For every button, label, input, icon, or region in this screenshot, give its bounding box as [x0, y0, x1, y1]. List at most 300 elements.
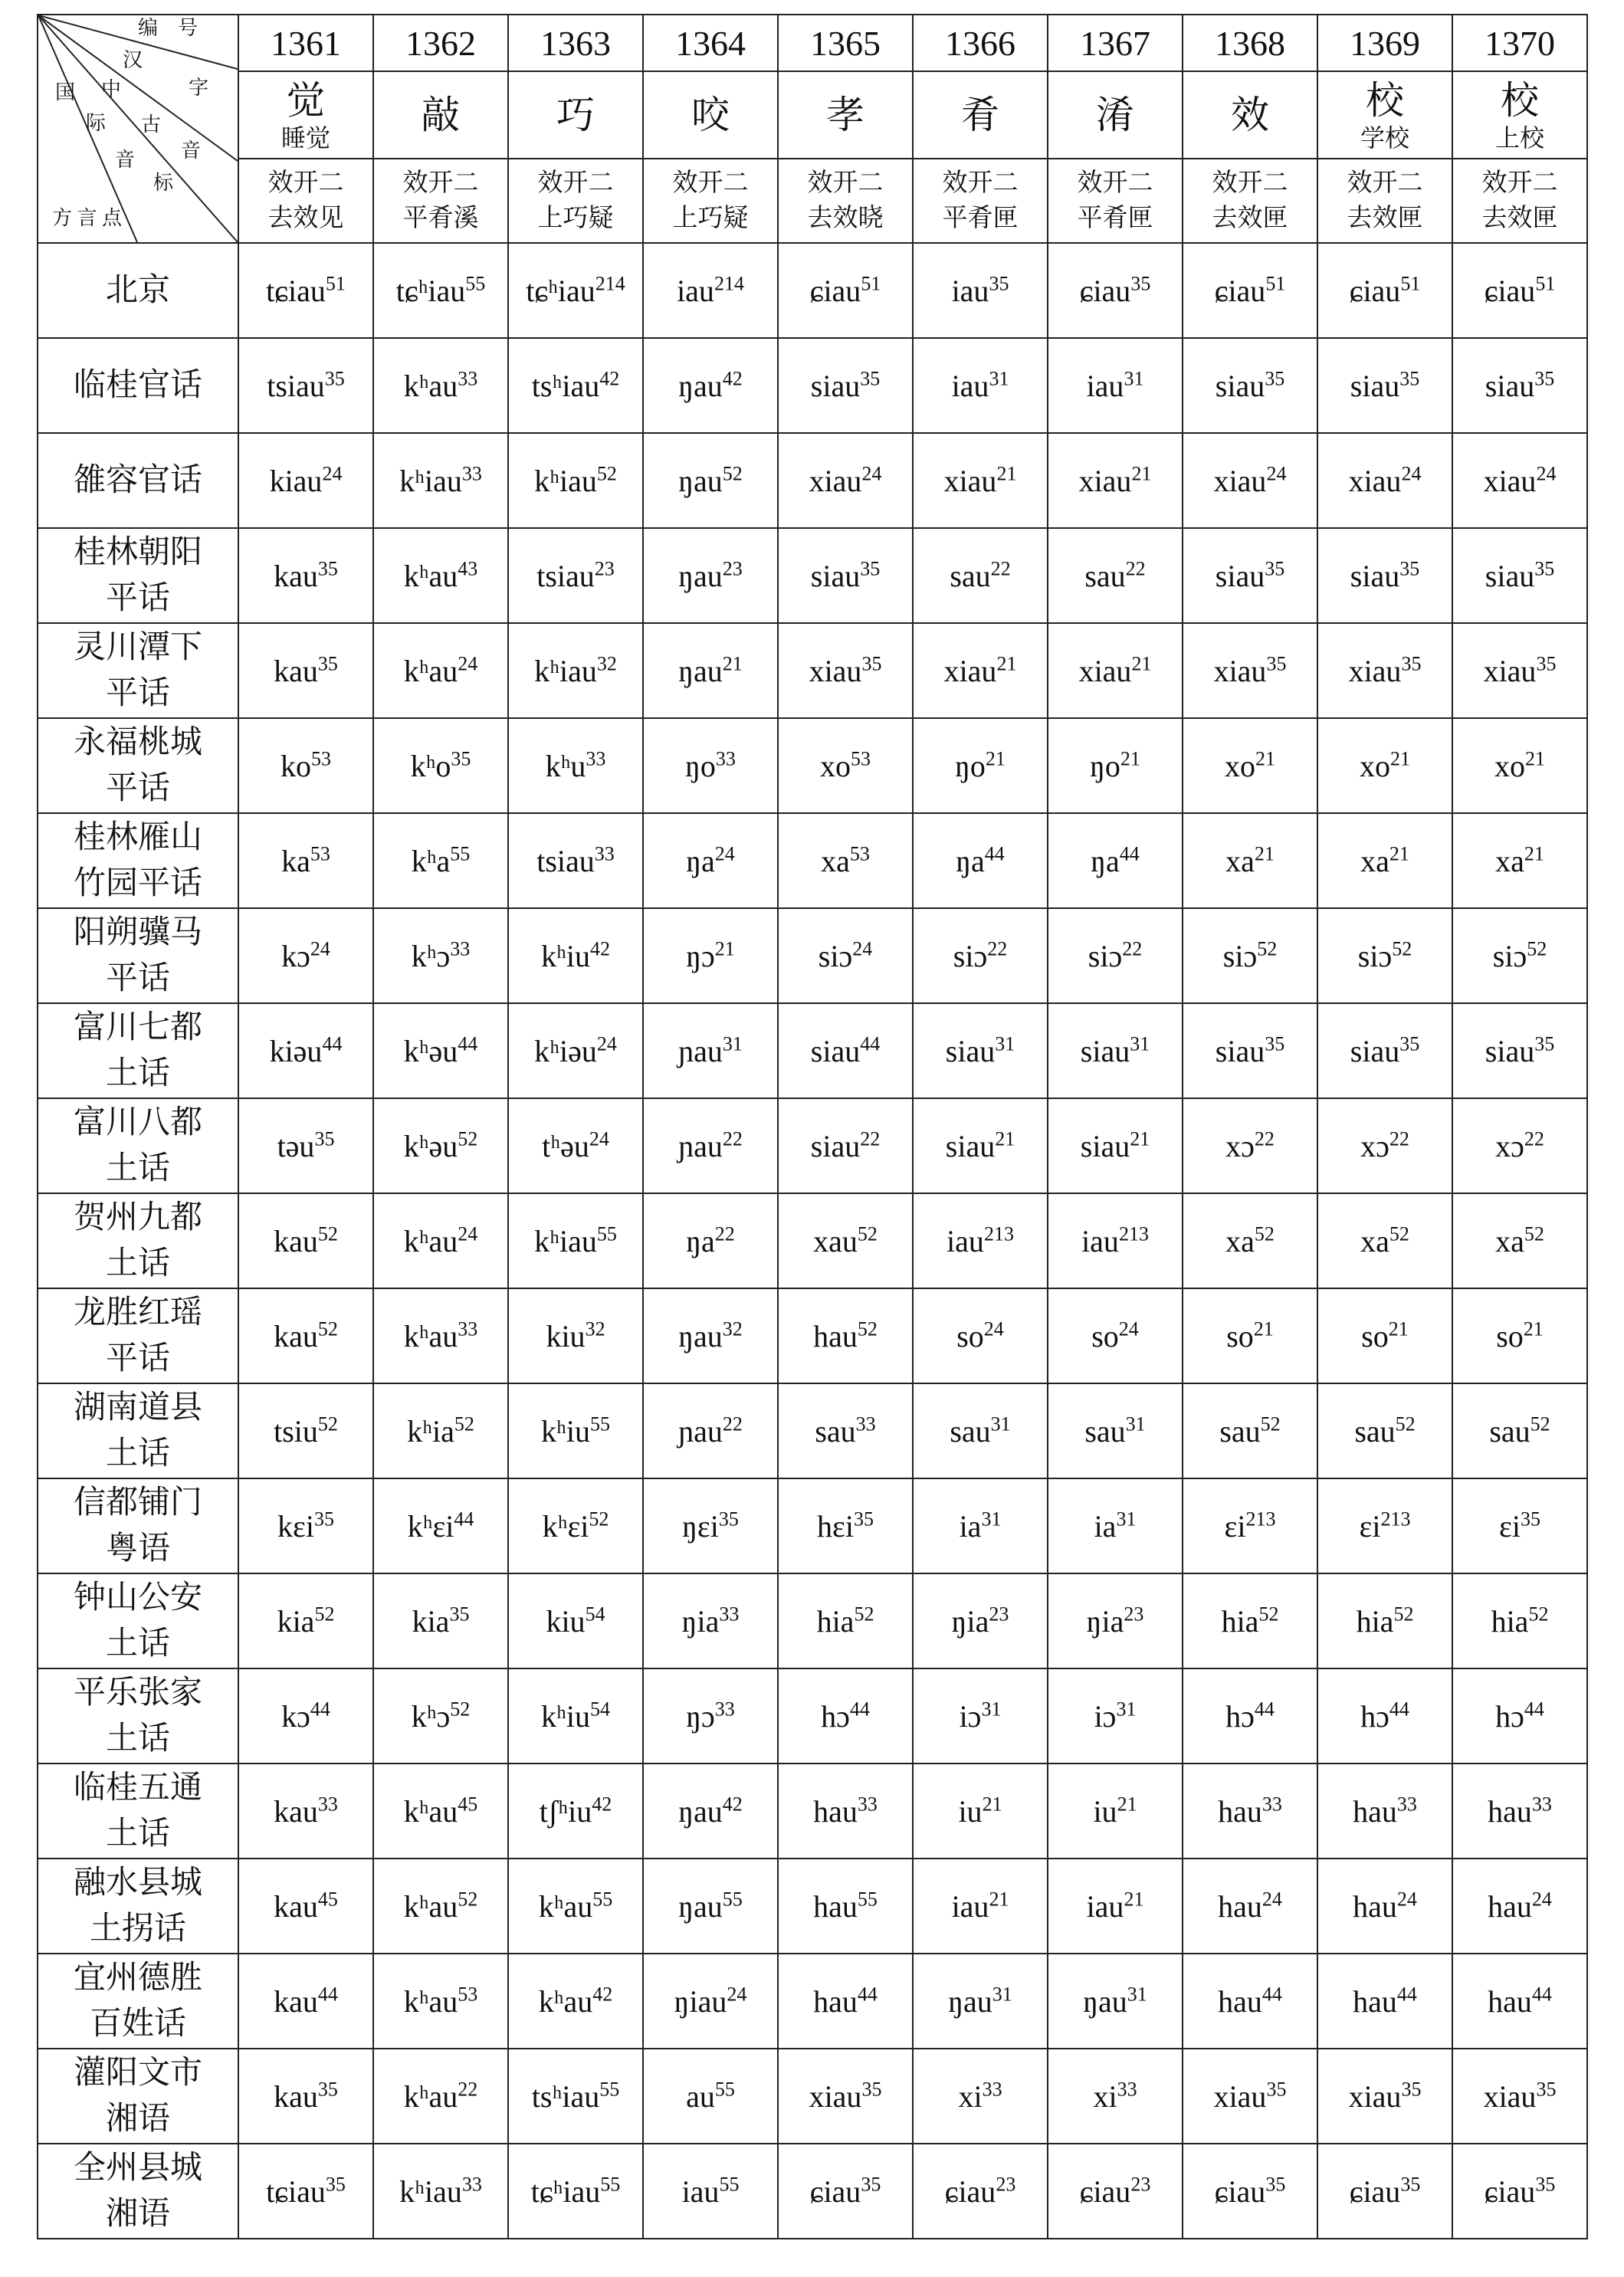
tone-number: 52 — [857, 1222, 878, 1245]
dialect-place-line: 雒容官话 — [73, 463, 202, 498]
tone-number: 45 — [317, 1888, 338, 1911]
dialect-place-line: 融水县城 — [73, 1865, 202, 1901]
pronunciation-cell — [508, 243, 643, 338]
pronunciation-cell — [238, 1193, 373, 1288]
middle-chinese-cell — [238, 159, 373, 243]
tone-number: 22 — [458, 2078, 478, 2101]
pronunciation-cell — [508, 1193, 643, 1288]
pronunciation-ipa: siau — [1350, 1033, 1400, 1068]
middle-chinese-tone-initial: 去效匣 — [1481, 205, 1558, 232]
pronunciation-ipa: hau — [1488, 1888, 1532, 1924]
dialect-place-line: 竹园平话 — [73, 866, 202, 901]
dialect-place-line: 临桂官话 — [73, 368, 202, 403]
tone-number: 24 — [727, 1983, 747, 2006]
tone-number: 35 — [861, 652, 882, 675]
pronunciation-cell — [373, 718, 508, 813]
pronunciation-ipa: kʰau — [403, 1888, 458, 1924]
tone-number: 22 — [1125, 557, 1146, 580]
tone-number: 35 — [317, 2078, 338, 2101]
dialect-row — [38, 623, 1587, 718]
pronunciation-ipa: xiau — [809, 463, 862, 498]
pronunciation-ipa: xi — [958, 2079, 983, 2114]
middle-chinese-tone-initial: 去效匣 — [1212, 205, 1288, 232]
pronunciation-cell — [238, 623, 373, 718]
pronunciation-cell — [778, 1954, 913, 2049]
tone-number: 24 — [458, 1222, 478, 1245]
dialect-place-line: 平话 — [105, 1341, 170, 1376]
pronunciation-cell — [1183, 1003, 1317, 1098]
pronunciation-ipa: iau — [951, 368, 989, 403]
pronunciation-ipa: kau — [274, 1318, 318, 1353]
pronunciation-ipa: siau — [1080, 1033, 1130, 1068]
dialect-place — [38, 2049, 238, 2144]
tone-number: 35 — [317, 652, 338, 675]
pronunciation-cell — [913, 1859, 1048, 1954]
tone-number: 33 — [714, 1698, 735, 1721]
pronunciation-cell — [238, 528, 373, 623]
tone-number: 31 — [990, 1412, 1011, 1435]
pronunciation-ipa: xiau — [943, 463, 997, 498]
tone-number: 44 — [1389, 1698, 1409, 1721]
tone-number: 43 — [458, 557, 478, 580]
pronunciation-ipa: kʰɔ — [411, 938, 451, 973]
tone-number: 214 — [714, 272, 744, 295]
dialect-table — [37, 14, 1588, 2239]
middle-chinese-tone-initial: 平肴匣 — [1077, 205, 1153, 232]
middle-chinese-cell — [643, 159, 778, 243]
pronunciation-ipa: siau — [810, 368, 861, 403]
pronunciation-ipa: xiau — [1213, 463, 1267, 498]
middle-chinese-cell — [1317, 159, 1452, 243]
pronunciation-ipa: xiau — [809, 2079, 862, 2114]
pronunciation-ipa: hau — [813, 1983, 858, 2019]
middle-chinese-tone-initial: 去效见 — [267, 205, 344, 232]
pronunciation-ipa: siau — [945, 1033, 996, 1068]
tone-number: 55 — [714, 2078, 735, 2101]
column-character-cell — [1183, 71, 1317, 159]
pronunciation-cell — [1317, 1288, 1452, 1383]
dialect-row — [38, 1859, 1587, 1954]
pronunciation-ipa: so — [1496, 1318, 1524, 1353]
pronunciation-ipa: kau — [274, 1888, 318, 1924]
corner-label-zi: 字 — [189, 77, 209, 99]
middle-chinese-rhyme: 效开二 — [1212, 169, 1288, 197]
pronunciation-cell — [238, 1764, 373, 1859]
pronunciation-cell — [1452, 1383, 1587, 1478]
tone-number: 52 — [1258, 1603, 1279, 1626]
corner-label-biao: 标 — [153, 172, 174, 194]
pronunciation-ipa: ɛi — [1224, 1508, 1246, 1544]
tone-number: 52 — [857, 1317, 878, 1340]
corner-label-yin1: 音 — [115, 149, 136, 171]
pronunciation-cell — [778, 623, 913, 718]
tone-number: 33 — [855, 1412, 876, 1435]
pronunciation-ipa: xa — [1495, 843, 1524, 878]
column-gloss: 上校 — [1494, 124, 1544, 152]
pronunciation-ipa: təu — [277, 1128, 315, 1163]
pronunciation-ipa: xɔ — [1225, 1128, 1255, 1163]
tone-number: 31 — [989, 367, 1009, 390]
pronunciation-cell — [1452, 1668, 1587, 1764]
pronunciation-ipa: iau — [951, 273, 989, 308]
dialect-place-line: 湖南道县 — [73, 1390, 202, 1426]
middle-chinese-rhyme: 效开二 — [537, 169, 614, 197]
pronunciation-ipa: iau — [1086, 368, 1124, 403]
pronunciation-cell — [643, 243, 778, 338]
tone-number: 22 — [1254, 1127, 1275, 1150]
tone-number: 35 — [860, 557, 881, 580]
tone-number: 45 — [458, 1793, 478, 1816]
pronunciation-cell — [778, 1859, 913, 1954]
tone-number: 42 — [722, 1793, 743, 1816]
dialect-place-line: 永福桃城 — [73, 725, 202, 760]
tone-number: 53 — [310, 842, 330, 865]
pronunciation-ipa: sau — [1084, 1413, 1126, 1449]
corner-label-han: 汉 — [123, 49, 143, 71]
pronunciation-ipa: hia — [1221, 1603, 1259, 1639]
tone-number: 55 — [599, 2078, 620, 2101]
pronunciation-cell — [373, 2144, 508, 2239]
dialect-row — [38, 1383, 1587, 1478]
tone-number: 33 — [1396, 1793, 1417, 1816]
tone-number: 35 — [1400, 2173, 1421, 2196]
tone-number: 44 — [1396, 1983, 1417, 2006]
tone-number: 35 — [1399, 367, 1420, 390]
pronunciation-ipa: tɕiau — [266, 2174, 326, 2209]
pronunciation-ipa: xa — [821, 843, 850, 878]
pronunciation-cell — [778, 338, 913, 433]
pronunciation-ipa: tɕiau — [266, 273, 326, 308]
dialect-row — [38, 2049, 1587, 2144]
tone-number: 35 — [317, 557, 338, 580]
tone-number: 52 — [1395, 1412, 1416, 1435]
pronunciation-ipa: xiau — [1348, 653, 1402, 688]
pronunciation-cell — [1317, 623, 1452, 718]
pronunciation-cell — [373, 1954, 508, 2049]
pronunciation-ipa: siau — [1215, 1033, 1265, 1068]
pronunciation-cell — [913, 623, 1048, 718]
middle-chinese-tone-initial: 去效晓 — [807, 205, 884, 232]
pronunciation-cell — [1317, 2144, 1452, 2239]
tone-number: 24 — [983, 1317, 1004, 1340]
tone-number: 21 — [1524, 842, 1544, 865]
pronunciation-ipa: ɕiau — [1484, 2174, 1536, 2209]
tone-number: 55 — [592, 1888, 613, 1911]
pronunciation-ipa: xiau — [943, 653, 997, 688]
pronunciation-cell — [1452, 1573, 1587, 1668]
dialect-place-line: 湘语 — [105, 2197, 170, 2232]
pronunciation-cell — [1183, 2144, 1317, 2239]
pronunciation-ipa: xa — [1360, 1223, 1389, 1258]
dialect-row — [38, 528, 1587, 623]
pronunciation-cell — [1048, 623, 1183, 718]
pronunciation-ipa: siau — [1215, 368, 1265, 403]
pronunciation-ipa: ŋau — [678, 368, 723, 403]
tone-number: 44 — [860, 1032, 881, 1055]
dialect-place — [38, 1478, 238, 1573]
column-gloss: 睡觉 — [281, 124, 330, 152]
tone-number: 33 — [450, 937, 471, 960]
pronunciation-ipa: hɔ — [821, 1698, 850, 1734]
pronunciation-ipa: ɕiau — [809, 2174, 861, 2209]
pronunciation-cell — [1048, 1573, 1183, 1668]
pronunciation-ipa: xiau — [1348, 2079, 1402, 2114]
pronunciation-cell — [373, 1383, 508, 1478]
pronunciation-cell — [1048, 1764, 1183, 1859]
tone-number: 22 — [860, 1127, 881, 1150]
pronunciation-cell — [1452, 1288, 1587, 1383]
pronunciation-ipa: kau — [274, 1223, 318, 1258]
pronunciation-cell — [238, 2144, 373, 2239]
tone-number: 52 — [589, 1508, 609, 1531]
pronunciation-ipa: kʰiau — [534, 463, 597, 498]
pronunciation-cell — [1452, 2049, 1587, 2144]
pronunciation-cell — [238, 1383, 373, 1478]
pronunciation-ipa: kʰiau — [534, 1223, 597, 1258]
column-number: 1362 — [373, 15, 508, 71]
pronunciation-ipa: kiu — [546, 1603, 586, 1639]
pronunciation-cell — [913, 1478, 1048, 1573]
pronunciation-ipa: kʰəu — [403, 1128, 458, 1163]
dialect-place-line: 富川八都 — [73, 1105, 202, 1140]
pronunciation-cell — [1048, 243, 1183, 338]
tone-number: 35 — [989, 272, 1009, 295]
pronunciation-ipa: ɲau — [678, 1128, 723, 1163]
dialect-place-line: 土话 — [105, 1721, 170, 1757]
character-row — [38, 71, 1587, 159]
pronunciation-ipa: xa — [1225, 843, 1255, 878]
tone-number: 52 — [317, 1412, 338, 1435]
pronunciation-cell — [1183, 1573, 1317, 1668]
pronunciation-cell — [238, 813, 373, 908]
tone-number: 24 — [1261, 1888, 1282, 1911]
pronunciation-ipa: xɔ — [1495, 1128, 1524, 1163]
pronunciation-ipa: sau — [1354, 1413, 1396, 1449]
tone-number: 33 — [458, 1317, 478, 1340]
tone-number: 24 — [322, 462, 343, 485]
pronunciation-ipa: hau — [1218, 1793, 1262, 1829]
pronunciation-ipa: ŋau — [678, 558, 723, 593]
tone-number: 21 — [996, 652, 1017, 675]
tone-number: 42 — [592, 1983, 613, 2006]
column-character: 肴 — [961, 94, 999, 136]
tone-number: 213 — [1380, 1508, 1411, 1531]
pronunciation-ipa: xɔ — [1360, 1128, 1389, 1163]
pronunciation-cell — [1317, 1193, 1452, 1288]
pronunciation-ipa: kʰau — [538, 1983, 593, 2019]
pronunciation-cell — [1452, 243, 1587, 338]
pronunciation-ipa: xo — [820, 748, 851, 783]
tone-number: 52 — [317, 1317, 338, 1340]
pronunciation-ipa: hau — [1488, 1793, 1532, 1829]
pronunciation-cell — [1183, 1288, 1317, 1383]
tone-number: 55 — [600, 2173, 621, 2196]
pronunciation-ipa: ŋɔ — [686, 1698, 715, 1734]
pronunciation-ipa: siau — [945, 1128, 996, 1163]
pronunciation-cell — [1048, 2144, 1183, 2239]
tone-number: 32 — [722, 1317, 743, 1340]
pronunciation-cell — [373, 243, 508, 338]
pronunciation-ipa: ɕiau — [1484, 273, 1536, 308]
pronunciation-ipa: ŋa — [1091, 843, 1120, 878]
column-character-cell — [778, 71, 913, 159]
middle-chinese-rhyme: 效开二 — [267, 169, 344, 197]
pronunciation-ipa: iau — [681, 2174, 720, 2209]
middle-chinese-rhyme: 效开二 — [1077, 169, 1153, 197]
pronunciation-ipa: siɔ — [1088, 938, 1123, 973]
middle-chinese-rhyme: 效开二 — [1481, 169, 1558, 197]
pronunciation-cell — [1183, 1478, 1317, 1573]
tone-number: 44 — [1119, 842, 1140, 865]
tone-number: 35 — [1399, 557, 1420, 580]
pronunciation-ipa: kʰiəu — [534, 1033, 597, 1068]
pronunciation-cell — [373, 813, 508, 908]
corner-label-fangyandian: 方 言 点 — [52, 207, 123, 229]
pronunciation-cell — [373, 623, 508, 718]
pronunciation-cell — [238, 908, 373, 1003]
tone-number: 52 — [854, 1603, 874, 1626]
pronunciation-ipa: kia — [277, 1603, 315, 1639]
pronunciation-ipa: ɕiau — [1214, 2174, 1266, 2209]
pronunciation-ipa: xiau — [1213, 2079, 1267, 2114]
pronunciation-cell — [643, 1098, 778, 1193]
tone-number: 21 — [1390, 747, 1410, 770]
pronunciation-cell — [913, 1193, 1048, 1288]
tone-number: 21 — [1131, 652, 1152, 675]
middle-chinese-rhyme: 效开二 — [942, 169, 1019, 197]
pronunciation-ipa: so — [1091, 1318, 1119, 1353]
pronunciation-ipa: kau — [274, 1793, 318, 1829]
middle-chinese-cell — [778, 159, 913, 243]
pronunciation-ipa: kʰau — [403, 368, 458, 403]
tone-number: 53 — [851, 747, 871, 770]
pronunciation-ipa: tsiau — [536, 558, 595, 593]
pronunciation-ipa: kɔ — [281, 1698, 310, 1734]
dialect-place — [38, 1764, 238, 1859]
pronunciation-cell — [1048, 1098, 1183, 1193]
dialect-place-line: 富川七都 — [73, 1010, 202, 1045]
pronunciation-cell — [1317, 338, 1452, 433]
pronunciation-cell — [1317, 908, 1452, 1003]
tone-number: 213 — [1118, 1222, 1149, 1245]
pronunciation-ipa: kia — [412, 1603, 450, 1639]
pronunciation-cell — [238, 1288, 373, 1383]
pronunciation-cell — [778, 1098, 913, 1193]
dialect-place-line: 钟山公安 — [73, 1580, 202, 1616]
tone-number: 21 — [1525, 747, 1545, 770]
tone-number: 22 — [987, 937, 1008, 960]
pronunciation-cell — [1048, 433, 1183, 528]
pronunciation-ipa: hia — [1491, 1603, 1529, 1639]
tone-number: 23 — [989, 1603, 1009, 1626]
dialect-place-line: 平话 — [105, 676, 170, 711]
pronunciation-cell — [778, 243, 913, 338]
pronunciation-cell — [1452, 813, 1587, 908]
tone-number: 22 — [722, 1412, 743, 1435]
pronunciation-ipa: ɕiau — [1079, 2174, 1131, 2209]
pronunciation-cell — [643, 2049, 778, 2144]
tone-number: 213 — [983, 1222, 1014, 1245]
tone-number: 35 — [314, 1127, 335, 1150]
pronunciation-cell — [643, 1764, 778, 1859]
pronunciation-cell — [1183, 1193, 1317, 1288]
tone-number: 35 — [1535, 2173, 1556, 2196]
pronunciation-cell — [508, 1383, 643, 1478]
tone-number: 24 — [852, 937, 873, 960]
tone-number: 35 — [1534, 367, 1555, 390]
pronunciation-ipa: hɔ — [1495, 1698, 1524, 1734]
pronunciation-cell — [508, 1573, 643, 1668]
pronunciation-cell — [1452, 1098, 1587, 1193]
pronunciation-cell — [1183, 1764, 1317, 1859]
pronunciation-cell — [913, 1288, 1048, 1383]
pronunciation-cell — [643, 433, 778, 528]
tone-number: 31 — [981, 1508, 1002, 1531]
tone-number: 35 — [1536, 652, 1557, 675]
tone-number: 52 — [1257, 937, 1278, 960]
pronunciation-cell — [1317, 1764, 1452, 1859]
tone-number: 31 — [1116, 1508, 1137, 1531]
dialect-row — [38, 1954, 1587, 2049]
pronunciation-ipa: hau — [1218, 1983, 1262, 2019]
tone-number: 35 — [313, 1508, 334, 1531]
pronunciation-cell — [238, 1098, 373, 1193]
pronunciation-cell — [1317, 2049, 1452, 2144]
column-character-cell — [1452, 71, 1587, 159]
column-character-cell — [373, 71, 508, 159]
pronunciation-ipa: ŋau — [678, 653, 723, 688]
pronunciation-ipa: ɕiau — [1079, 273, 1131, 308]
tone-number: 24 — [310, 937, 330, 960]
tone-number: 55 — [465, 272, 486, 295]
tone-number: 53 — [458, 1983, 478, 2006]
middle-chinese-rhyme: 效开二 — [1347, 169, 1423, 197]
pronunciation-cell — [1183, 908, 1317, 1003]
tone-number: 21 — [1253, 1317, 1274, 1340]
pronunciation-cell — [373, 1668, 508, 1764]
pronunciation-cell — [643, 1288, 778, 1383]
tone-number: 51 — [861, 272, 881, 295]
tone-number: 33 — [458, 367, 478, 390]
pronunciation-ipa: kau — [274, 1983, 318, 2019]
pronunciation-cell — [1452, 1003, 1587, 1098]
pronunciation-cell — [1183, 718, 1317, 813]
tone-number: 52 — [454, 1412, 474, 1435]
pronunciation-ipa: tɕʰiau — [526, 273, 595, 308]
pronunciation-cell — [1317, 718, 1452, 813]
tone-number: 35 — [1399, 1032, 1420, 1055]
pronunciation-ipa: hau — [1353, 1793, 1397, 1829]
pronunciation-ipa: tsiau — [267, 368, 325, 403]
tone-number: 31 — [995, 1032, 1015, 1055]
tone-number: 35 — [325, 2173, 346, 2196]
pronunciation-ipa: xi — [1093, 2079, 1117, 2114]
pronunciation-cell — [1048, 1193, 1183, 1288]
pronunciation-ipa: ŋia — [1086, 1603, 1124, 1639]
tone-number: 52 — [722, 462, 743, 485]
tone-number: 35 — [1130, 272, 1151, 295]
tone-number: 22 — [1389, 1127, 1409, 1150]
tone-number: 44 — [984, 842, 1005, 865]
pronunciation-cell — [508, 1859, 643, 1954]
tone-number: 214 — [595, 272, 625, 295]
pronunciation-cell — [373, 1764, 508, 1859]
tone-number: 21 — [1389, 842, 1409, 865]
dialect-place-line: 百姓话 — [89, 2006, 186, 2042]
pronunciation-cell — [373, 338, 508, 433]
middle-chinese-tone-initial: 上巧疑 — [537, 205, 614, 232]
pronunciation-ipa: kʰau — [403, 653, 458, 688]
